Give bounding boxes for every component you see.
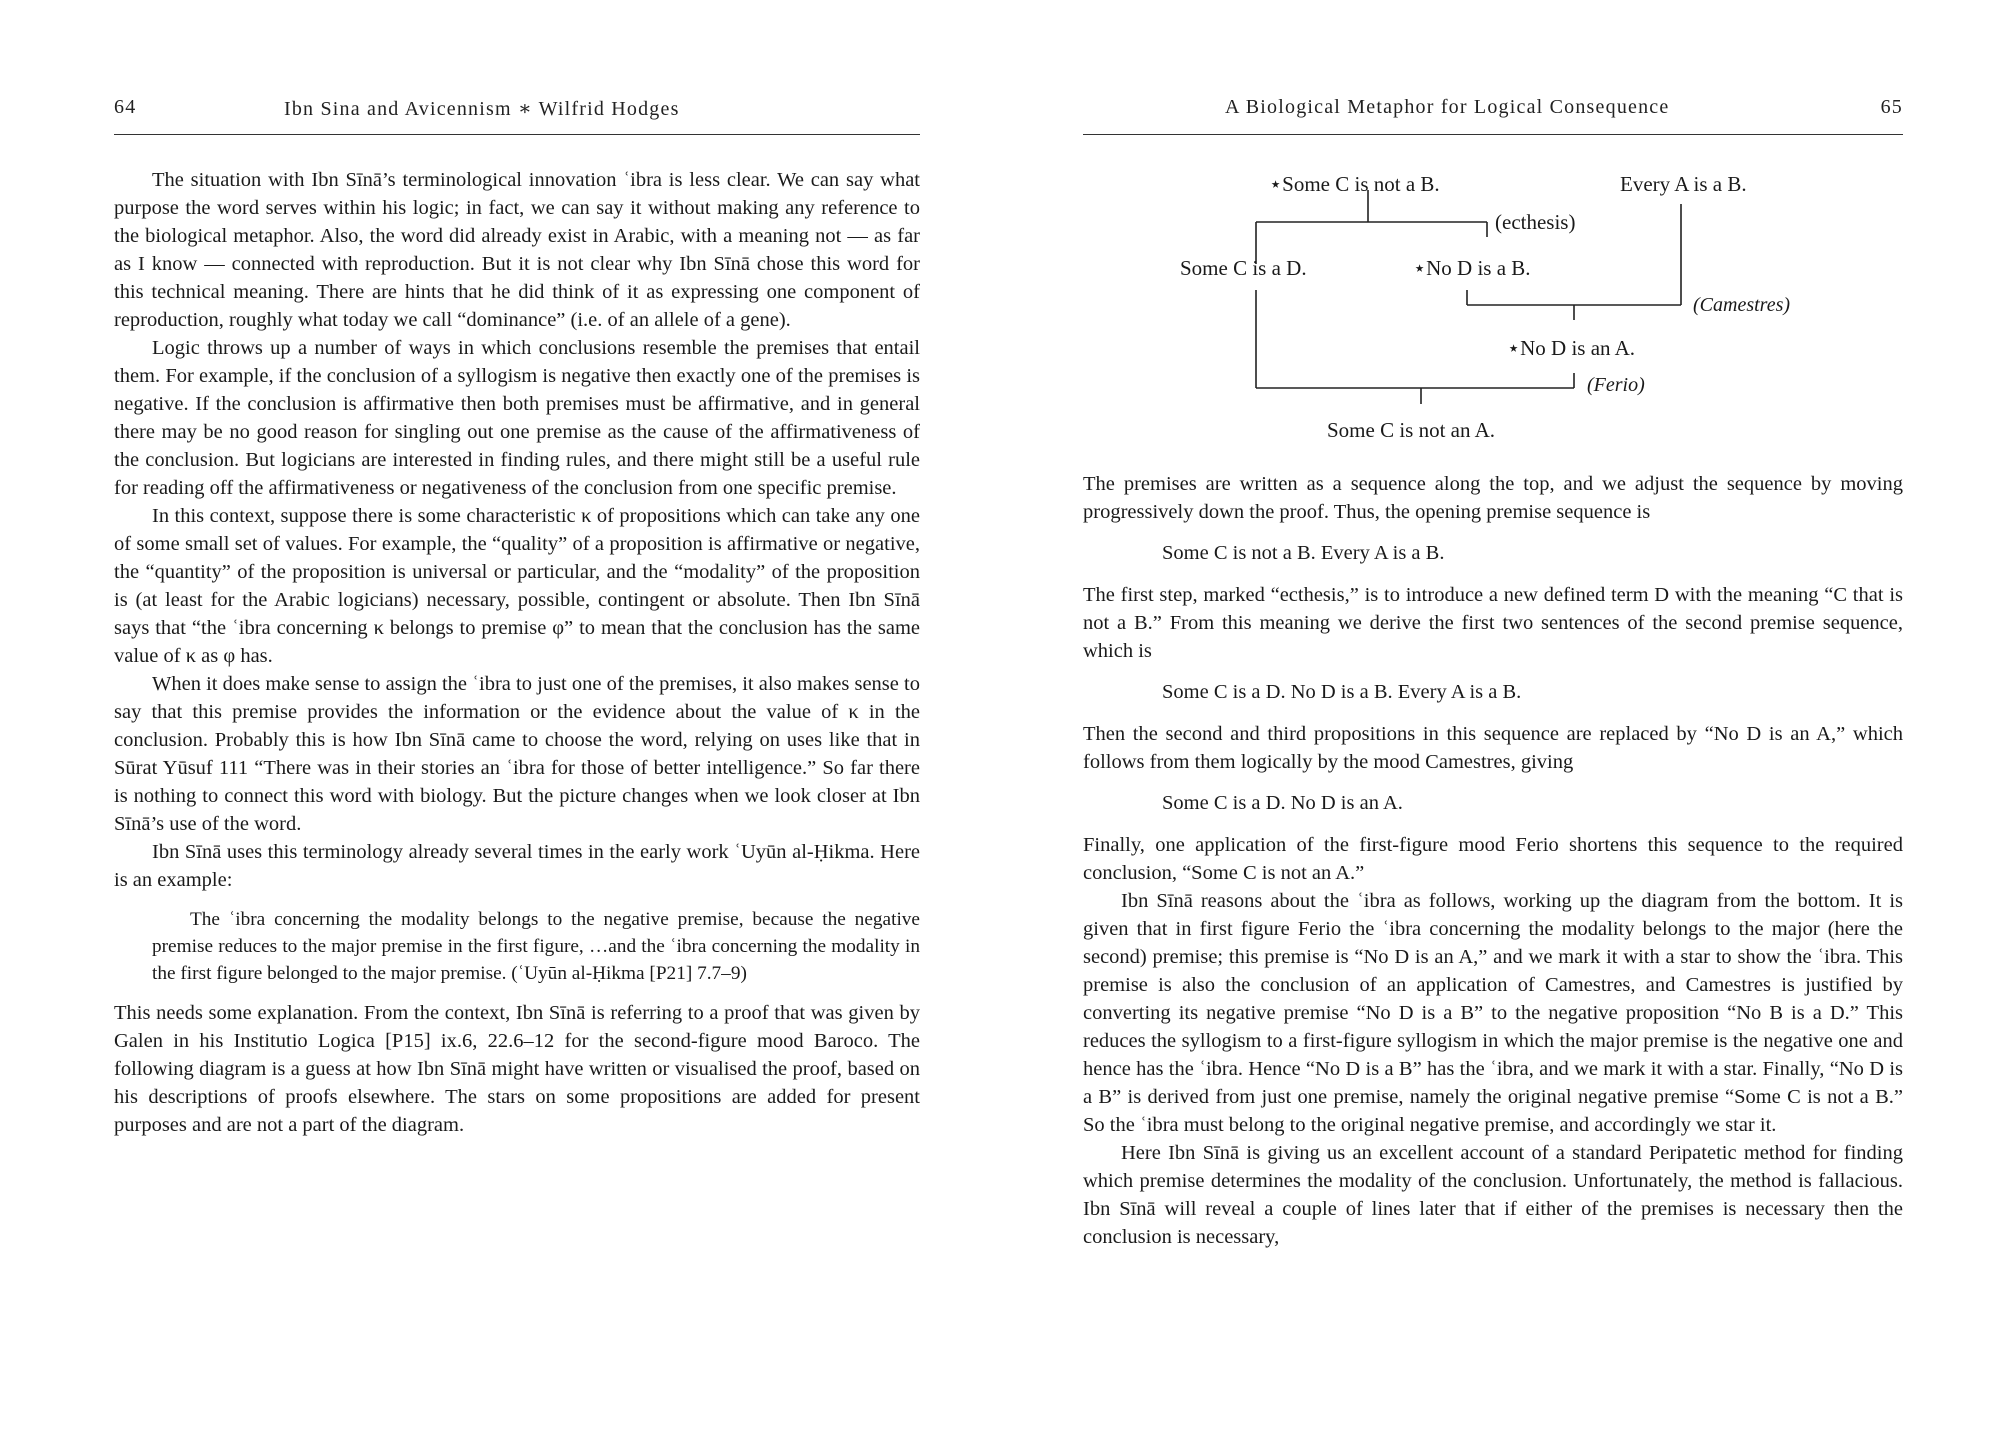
left-running-title: Ibn Sina and Avicennism ∗ Wilfrid Hodges	[284, 98, 680, 120]
paragraph: Logic throws up a number of ways in which conclusions resemble the premises that entail them. For example, if the conclusion of a syllogism is negative then exactly one of the premises is negative. If the conclusion is affirmative then both premises must be affirmative, and in general there may be no good reason for singling out one premise as the cause of the affirmativeness of the conclusion. But logicians are interested in finding rules, and there might still be a useful rule for reading off the affirmativeness or negativeness of the conclusion from one specific premise.	[114, 337, 920, 499]
right-page-number: 65	[1880, 96, 1903, 118]
left-running-head	[114, 96, 920, 126]
diagram-derived-3: ⋆No D is an A.	[1507, 336, 1636, 360]
formula-line: Some C is a D. No D is an A.	[1162, 792, 1403, 814]
paragraph: Then the second and third propositions in this sequence are replaced by “No D is an A,” which follows from them logically by the mood Camestres, giving	[1083, 723, 1903, 773]
paragraph: This needs some explanation. From the context, Ibn Sīnā is referring to a proof that was given by Galen in his Institutio Logica [P15] ix.6, 22.6–12 for the second-figure mood Baroco. The following diagram is a guess at how Ibn Sīnā might have written or visualised the proof, based on his descriptions of proofs elsewhere. The stars on some propositions are added for present purposes and are not a part of the diagram.	[114, 1002, 920, 1136]
proof-diagram	[1083, 170, 1903, 460]
right-header-rule	[1083, 134, 1903, 135]
diagram-conclusion: Some C is not an A.	[1327, 418, 1496, 442]
right-running-head	[1083, 96, 1903, 126]
right-body-text	[1083, 470, 1903, 1251]
diagram-ecthesis-label: (ecthesis)	[1495, 210, 1576, 234]
formula-line: Some C is a D. No D is a B. Every A is a B.	[1162, 681, 1522, 703]
paragraph: Ibn Sīnā reasons about the ʿibra as follows, working up the diagram from the bottom. It is given that in first figure Ferio the ʿibra concerning the modality belongs to the major (here the second) premise; this premise is “No D is an A,” and we mark it with a star to show the ʿibra. This premise is also the conclusion of an application of Camestres, and Camestres is justified by converting its negative premise “No D is a B” to the negative proposition “No B is a D.” This reduces the syllogism to a first-figure syllogism in which the major premise is the negative one and hence has the ʿibra. Hence “No D is a B” has the ʿibra, and we mark it with a star. Finally, “No D is a B” is derived from just one premise, namely the original negative premise “Some C is not a B.” So the ʿibra must belong to the original negative premise, and accordingly we star it.	[1083, 890, 1903, 1136]
diagram-derived-2: ⋆No D is a B.	[1413, 256, 1531, 280]
diagram-derived-1: Some C is a D.	[1180, 256, 1307, 280]
paragraph: The premises are written as a sequence along the top, and we adjust the sequence by moving progressively down the proof. Thus, the opening premise sequence is	[1083, 473, 1903, 523]
left-page	[114, 0, 920, 1455]
paragraph: Ibn Sīnā uses this terminology already several times in the early work ʿUyūn al-Ḥikma. Here is an example:	[114, 841, 920, 891]
right-page	[1083, 0, 1903, 1455]
block-quote: The ʿibra concerning the modality belongs to the negative premise, because the negative premise reduces to the major premise in the first figure, …and the ʿibra concerning the modality in the first figure belonged to the major premise. (ʿUyūn al-Ḥikma [P21] 7.7–9)	[152, 909, 920, 984]
formula-line: Some C is not a B. Every A is a B.	[1162, 542, 1445, 564]
paragraph: In this context, suppose there is some characteristic κ of propositions which can take any one of some small set of values. For example, the “quality” of a proposition is affirmative or negative, the “quantity” of the proposition is universal or particular, and the “modality” of the proposition is (at least for the Arabic logicians) necessary, possible, contingent or absolute. Then Ibn Sīnā says that “the ʿibra concerning κ belongs to premise φ” to mean that the conclusion has the same value of κ as φ has.	[114, 505, 920, 667]
paragraph: The first step, marked “ecthesis,” is to introduce a new defined term D with the meaning “C that is not a B.” From this meaning we derive the first two sentences of the second premise sequence, which is	[1083, 584, 1903, 662]
left-body-text	[114, 166, 920, 1139]
diagram-premise-2: Every A is a B.	[1620, 172, 1747, 196]
left-header-rule	[114, 134, 920, 135]
right-running-title: A Biological Metaphor for Logical Consequence	[1225, 96, 1670, 118]
diagram-camestres-label: (Camestres)	[1693, 294, 1791, 316]
paragraph: Here Ibn Sīnā is giving us an excellent account of a standard Peripatetic method for finding which premise determines the modality of the conclusion. Unfortunately, the method is fallacious. Ibn Sīnā will reveal a couple of lines later that if either of the premises is necessary then the conclusion is necessary,	[1083, 1142, 1903, 1248]
diagram-ferio-label: (Ferio)	[1587, 374, 1645, 396]
left-page-number: 64	[114, 96, 137, 118]
paragraph: Finally, one application of the first-figure mood Ferio shortens this sequence to the required conclusion, “Some C is not an A.”	[1083, 834, 1903, 884]
diagram-premise-1: ⋆Some C is not a B.	[1269, 172, 1440, 196]
paragraph: When it does make sense to assign the ʿibra to just one of the premises, it also makes sense to say that this premise provides the information or the evidence about the value of κ in the conclusion. Probably this is how Ibn Sīnā came to choose the word, relying on uses like that in Sūrat Yūsuf 111 “There was in their stories an ʿibra for those of better intelligence.” So far there is nothing to connect this word with biology. But the picture changes when we look closer at Ibn Sīnā’s use of the word.	[114, 673, 920, 835]
paragraph: The situation with Ibn Sīnā’s terminological innovation ʿibra is less clear. We can say what purpose the word serves within his logic; in fact, we can say it without making any reference to the biological metaphor. Also, the word did already exist in Arabic, with a meaning not — as far as I know — connected with reproduction. But it is not clear why Ibn Sīnā chose this word for this technical meaning. There are hints that he did think of it as expressing one component of reproduction, roughly what today we call “dominance” (i.e. of an allele of a gene).	[114, 169, 920, 331]
